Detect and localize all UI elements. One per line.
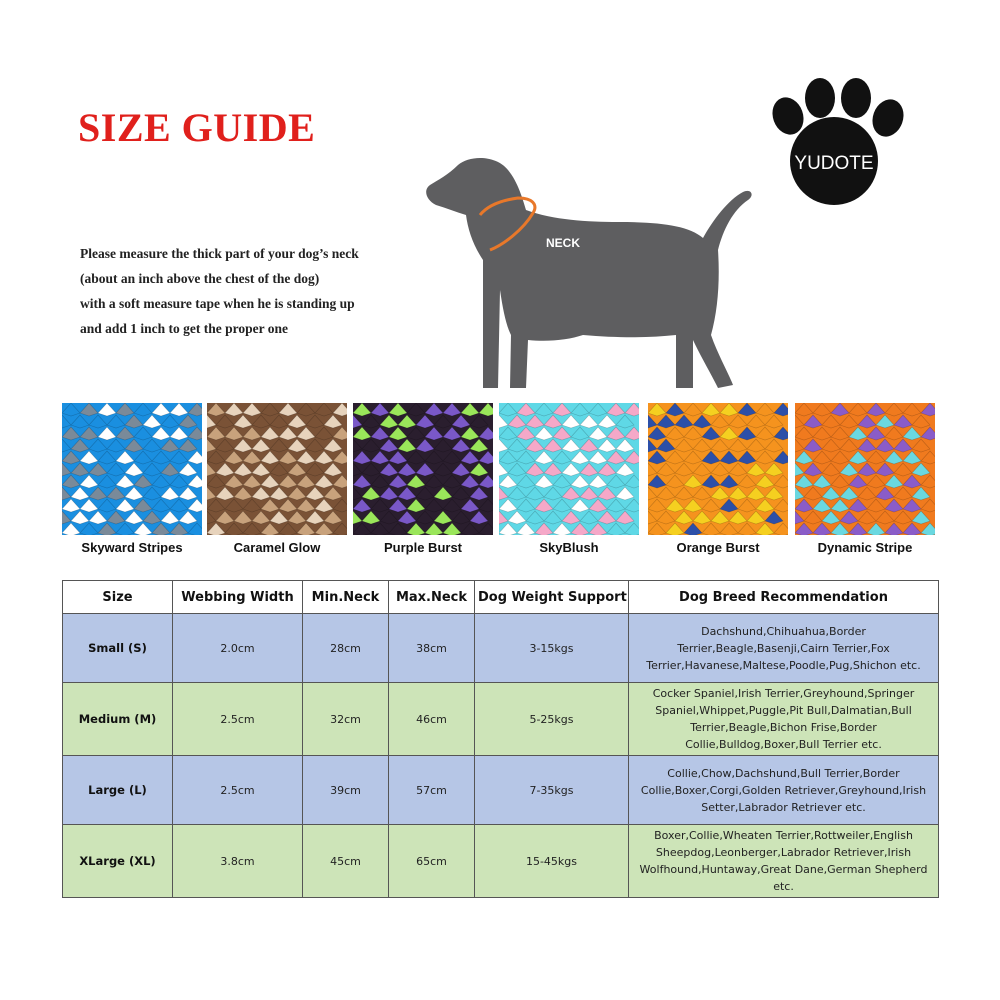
instruction-line: Please measure the thick part of your dog’s neck <box>80 246 359 261</box>
swatch-label: Caramel Glow <box>233 540 321 555</box>
size-cell: XLarge (XL) <box>63 825 173 898</box>
header-min-neck: Min.Neck <box>303 581 389 614</box>
swatch-label: Orange Burst <box>676 540 760 555</box>
max-neck-cell: 38cm <box>389 614 475 683</box>
breeds-cell: Cocker Spaniel,Irish Terrier,Greyhound,Springer Spaniel,Whippet,Puggle,Pit Bull,Dalmatian,Bull Terrier,Beagle,Bichon Frise,Border Collie,Bulldog,Boxer,Bull Terrier etc. <box>629 683 939 756</box>
swatch-label: Skyward Stripes <box>81 540 183 555</box>
header-weight-support: Dog Weight Support <box>475 581 629 614</box>
size-cell: Small (S) <box>63 614 173 683</box>
table-row <box>63 614 939 683</box>
weight-cell: 15-45kgs <box>475 825 629 898</box>
weight-cell: 5-25kgs <box>475 683 629 756</box>
page-title: SIZE GUIDE <box>78 105 316 150</box>
weight-cell: 7-35kgs <box>475 756 629 825</box>
swatch-caramel-glow <box>207 403 347 535</box>
swatch-purple-burst <box>353 403 493 535</box>
webbing-width-cell: 2.5cm <box>173 683 303 756</box>
max-neck-cell: 46cm <box>389 683 475 756</box>
swatch-skyward-stripes <box>62 403 202 535</box>
size-cell: Medium (M) <box>63 683 173 756</box>
size-table <box>62 580 939 898</box>
min-neck-cell: 32cm <box>303 683 389 756</box>
breeds-cell: Boxer,Collie,Wheaten Terrier,Rottweiler,English Sheepdog,Leonberger,Labrador Retriever,Irish Wolfhound,Huntaway,Great Dane,German Shepherd etc. <box>629 825 939 898</box>
swatch-label: Dynamic Stripe <box>817 540 913 555</box>
table-row <box>63 683 939 756</box>
breeds-cell: Dachshund,Chihuahua,Border Terrier,Beagle,Basenji,Cairn Terrier,Fox Terrier,Havanese,Maltese,Poodle,Pug,Shichon etc. <box>629 614 939 683</box>
header-max-neck: Max.Neck <box>389 581 475 614</box>
yudote-logo <box>758 76 910 208</box>
swatch-orange-burst <box>648 403 788 535</box>
webbing-width-cell: 3.8cm <box>173 825 303 898</box>
swatch-label: Purple Burst <box>383 540 462 555</box>
swatch-dynamic-stripe <box>795 403 935 535</box>
neck-label: NECK <box>546 236 581 250</box>
header-breed-recommendation: Dog Breed Recommendation <box>629 581 939 614</box>
measurement-instructions <box>80 244 440 344</box>
table-header-row <box>63 581 939 614</box>
max-neck-cell: 57cm <box>389 756 475 825</box>
breeds-cell: Collie,Chow,Dachshund,Bull Terrier,Border Collie,Boxer,Corgi,Golden Retriever,Greyhound,Irish Setter,Labrador Retriever etc. <box>629 756 939 825</box>
table-row <box>63 825 939 898</box>
swatch-label: SkyBlush <box>539 540 599 555</box>
dog-illustration <box>418 150 768 400</box>
size-cell: Large (L) <box>63 756 173 825</box>
max-neck-cell: 65cm <box>389 825 475 898</box>
webbing-width-cell: 2.0cm <box>173 614 303 683</box>
instruction-line: (about an inch above the chest of the dog) <box>80 271 320 286</box>
brand-name: YUDOTE <box>794 153 874 174</box>
header-webbing-width: Webbing Width <box>173 581 303 614</box>
instruction-line: with a soft measure tape when he is standing up <box>80 296 355 311</box>
min-neck-cell: 28cm <box>303 614 389 683</box>
webbing-width-cell: 2.5cm <box>173 756 303 825</box>
instruction-line: and add 1 inch to get the proper one <box>80 321 289 336</box>
min-neck-cell: 45cm <box>303 825 389 898</box>
min-neck-cell: 39cm <box>303 756 389 825</box>
swatch-skyblush <box>499 403 639 535</box>
weight-cell: 3-15kgs <box>475 614 629 683</box>
header-size: Size <box>63 581 173 614</box>
table-row <box>63 756 939 825</box>
